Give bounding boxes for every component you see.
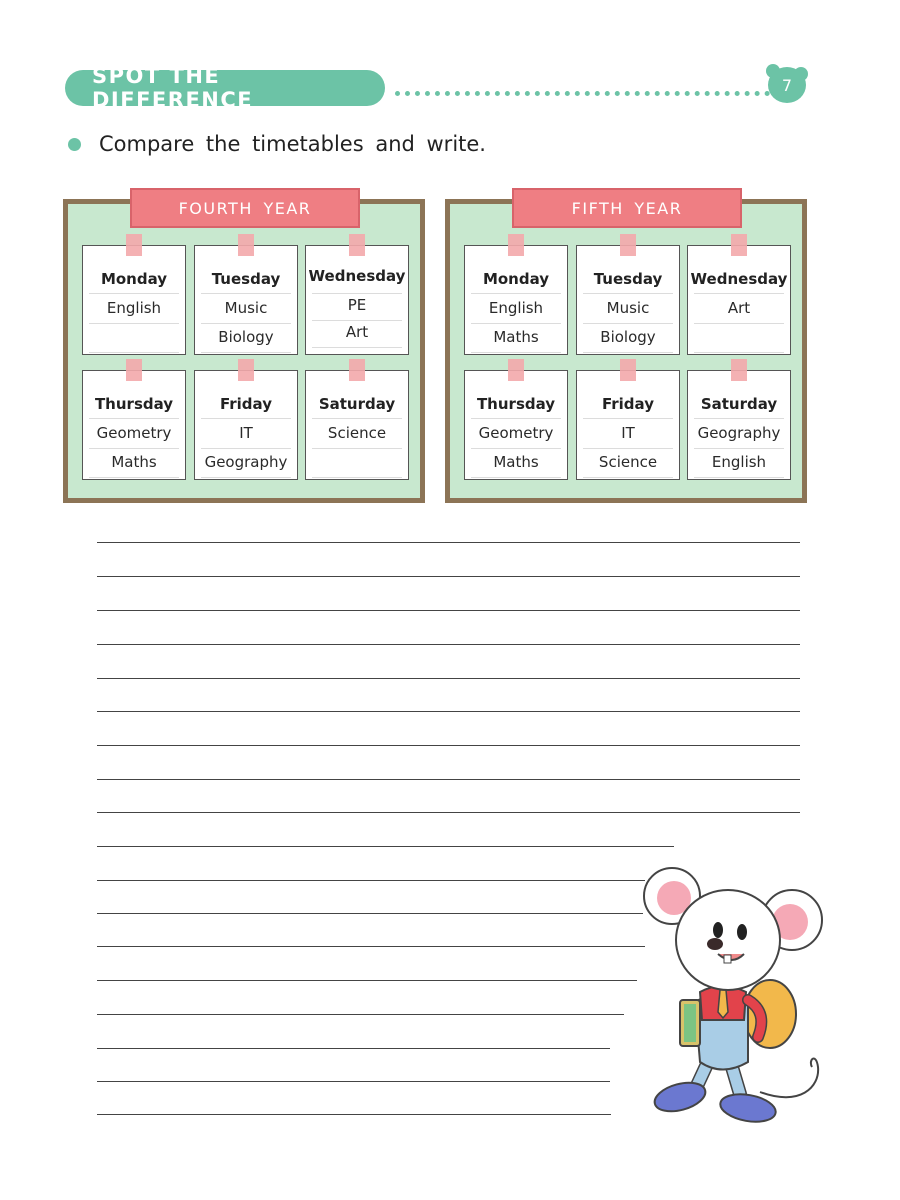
subject: Geography <box>694 419 784 449</box>
day-name: Wednesday <box>308 267 406 285</box>
writing-line[interactable] <box>97 880 645 881</box>
writing-line[interactable] <box>97 610 800 611</box>
day-card-thursday <box>464 370 568 480</box>
day-name: Wednesday <box>690 270 788 288</box>
writing-line[interactable] <box>97 913 643 914</box>
day-card-thursday <box>82 370 186 480</box>
subject: Music <box>201 294 291 324</box>
writing-line[interactable] <box>97 745 800 746</box>
day-card-monday <box>82 245 186 355</box>
subject: English <box>694 448 784 478</box>
subject: IT <box>583 419 673 449</box>
day-card-saturday <box>305 370 409 480</box>
page-number: 7 <box>768 67 806 103</box>
day-card-monday <box>464 245 568 355</box>
subject <box>312 448 402 478</box>
bullet-icon <box>68 138 81 151</box>
day-name: Tuesday <box>593 270 663 288</box>
day-name: Monday <box>100 270 168 288</box>
day-card-tuesday <box>576 245 680 355</box>
subject: Geography <box>201 448 291 478</box>
subject <box>89 323 179 353</box>
subject: Maths <box>89 448 179 478</box>
subject: PE <box>312 291 402 321</box>
subject: Biology <box>201 323 291 353</box>
subject: English <box>471 294 561 324</box>
subject: IT <box>201 419 291 449</box>
day-name: Monday <box>482 270 550 288</box>
subject: Maths <box>471 448 561 478</box>
writing-line[interactable] <box>97 542 800 543</box>
day-name: Thursday <box>476 395 556 413</box>
subject: Science <box>312 419 402 449</box>
day-name: Thursday <box>94 395 174 413</box>
writing-line[interactable] <box>97 644 800 645</box>
writing-line[interactable] <box>97 846 674 847</box>
day-name: Saturday <box>700 395 778 413</box>
writing-line[interactable] <box>97 711 800 712</box>
section-title: SPOT THE DIFFERENCE <box>65 70 385 106</box>
timetable-fourth-year <box>63 199 425 503</box>
writing-line[interactable] <box>97 576 800 577</box>
writing-line[interactable] <box>97 678 800 679</box>
writing-line[interactable] <box>97 779 800 780</box>
day-card-wednesday <box>305 245 409 355</box>
day-name: Saturday <box>318 395 396 413</box>
day-name: Tuesday <box>211 270 281 288</box>
page-number-badge <box>766 64 808 104</box>
writing-line[interactable] <box>97 980 637 981</box>
subject: Art <box>312 318 402 348</box>
day-card-friday <box>194 370 298 480</box>
day-card-tuesday <box>194 245 298 355</box>
subject <box>694 323 784 353</box>
writing-line[interactable] <box>97 1048 610 1049</box>
dotted-divider <box>395 80 770 96</box>
subject: Biology <box>583 323 673 353</box>
subject: Geometry <box>89 419 179 449</box>
writing-line[interactable] <box>97 946 645 947</box>
day-card-saturday <box>687 370 791 480</box>
timetable-fifth-year <box>445 199 807 503</box>
day-card-friday <box>576 370 680 480</box>
subject: Music <box>583 294 673 324</box>
day-name: Friday <box>219 395 272 413</box>
writing-line[interactable] <box>97 1081 610 1082</box>
subject: Art <box>694 294 784 324</box>
subject: Science <box>583 448 673 478</box>
subject: Maths <box>471 323 561 353</box>
subject: Geometry <box>471 419 561 449</box>
day-card-wednesday <box>687 245 791 355</box>
subject: English <box>89 294 179 324</box>
writing-line[interactable] <box>97 812 800 813</box>
mouse-illustration <box>640 862 835 1124</box>
timetable-label: FIFTH YEAR <box>512 188 742 228</box>
writing-line[interactable] <box>97 1014 624 1015</box>
writing-line[interactable] <box>97 1114 611 1115</box>
instruction <box>68 132 486 156</box>
timetable-label: FOURTH YEAR <box>130 188 360 228</box>
instruction-text: Compare the timetables and write. <box>99 132 486 156</box>
day-name: Friday <box>601 395 654 413</box>
